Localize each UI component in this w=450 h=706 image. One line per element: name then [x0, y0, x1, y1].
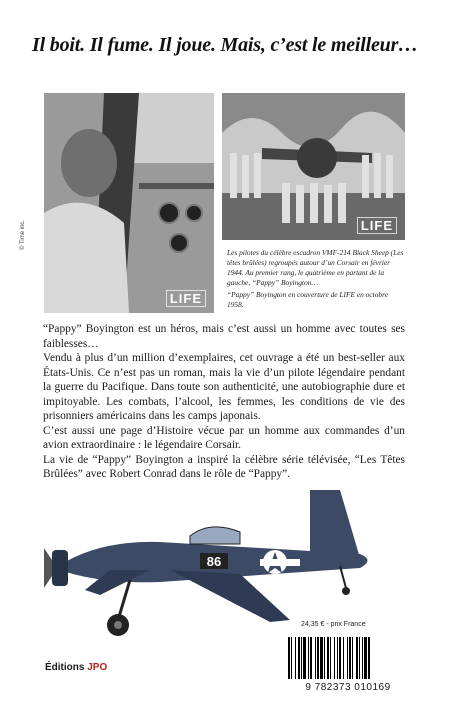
cover-photo-caption: “Pappy” Boyington en couverture de LIFE en octobre 1958.	[227, 290, 388, 309]
life-logo: LIFE	[166, 290, 206, 307]
synopsis-paragraph: Vendu à plus d’un million d’exemplaires, cet ouvrage a été un best-seller aux États-Unis. Ce n’est pas un roman, mais la vie d’un pilote légendaire pendant la guerre du Pacifique. Dans toute son authenticité, une autobiographie dure et impitoyable. Les combats, l’alcool, les femmes, les conditions de vie des prisonniers américains dans les camps japonais.	[43, 352, 405, 422]
barcode-bar	[356, 637, 358, 679]
life-logo-small: LIFE	[357, 217, 397, 234]
barcode-bar	[315, 637, 316, 679]
barcode-bar	[295, 637, 296, 679]
synopsis-paragraph: La vie de “Pappy” Boyington a inspiré la célèbre série télévisée, “Les Têtes Brûlées” avec Robert Conrad dans le rôle de “Pappy”.	[43, 453, 405, 480]
barcode-bar	[324, 637, 325, 679]
barcode-bar	[320, 637, 323, 679]
barcode-bar	[359, 637, 360, 679]
barcode-bar	[347, 637, 348, 679]
barcode-bar	[364, 637, 367, 679]
barcode-bar	[317, 637, 319, 679]
barcode-bar	[352, 637, 353, 679]
publisher-name: Éditions	[45, 662, 85, 673]
synopsis-paragraph: “Pappy” Boyington est un héros, mais c’est aussi un homme avec toutes ses faiblesses…	[43, 323, 405, 350]
barcode-bar	[288, 637, 290, 679]
price-label: 24,35 € - prix France	[301, 621, 366, 628]
barcode-bar	[301, 637, 302, 679]
back-cover-tagline: Il boit. Il fume. Il joue. Mais, c’est le meilleur…	[32, 34, 418, 56]
barcode-bar	[343, 637, 344, 679]
barcode-bar	[330, 637, 331, 679]
barcode-bar	[298, 637, 300, 679]
barcode-bar	[339, 637, 341, 679]
barcode-bar	[337, 637, 338, 679]
barcode-bar	[334, 637, 335, 679]
corsair-aircraft-illustration	[40, 470, 420, 640]
barcode-bar	[291, 637, 292, 679]
barcode	[282, 635, 414, 685]
barcode-bar	[303, 637, 306, 679]
pilot-cockpit-photo	[44, 93, 214, 313]
photo-credit: © Time inc.	[20, 219, 26, 250]
pilot-cockpit-illustration	[44, 93, 214, 313]
synopsis	[43, 322, 405, 482]
synopsis-paragraph: C’est aussi une page d’Histoire vécue par un homme aux commandes d’un avion extraordinaire : le légendaire Corsair.	[43, 424, 405, 451]
barcode-bar	[368, 637, 370, 679]
aircraft-number: 86	[206, 554, 222, 569]
barcode-bar	[308, 637, 309, 679]
barcode-bar	[349, 637, 351, 679]
squadron-group-photo	[222, 93, 405, 240]
barcode-bar	[362, 637, 363, 679]
barcode-bars	[282, 635, 414, 681]
publisher-accent: JPO	[87, 662, 108, 673]
squadron-photo-caption: Les pilotes du célèbre escadron VMF-214 Black Sheep (Les têtes brûlées) regroupés autour d’un Corsair en février 1944. Au premier rang, le quatrième en partant de la gauche, “Pappy” Boyington…	[227, 248, 404, 287]
barcode-bar	[327, 637, 329, 679]
barcode-bar	[310, 637, 312, 679]
publisher-logo	[45, 662, 107, 673]
isbn-number: 9 782373 010169	[305, 682, 391, 693]
